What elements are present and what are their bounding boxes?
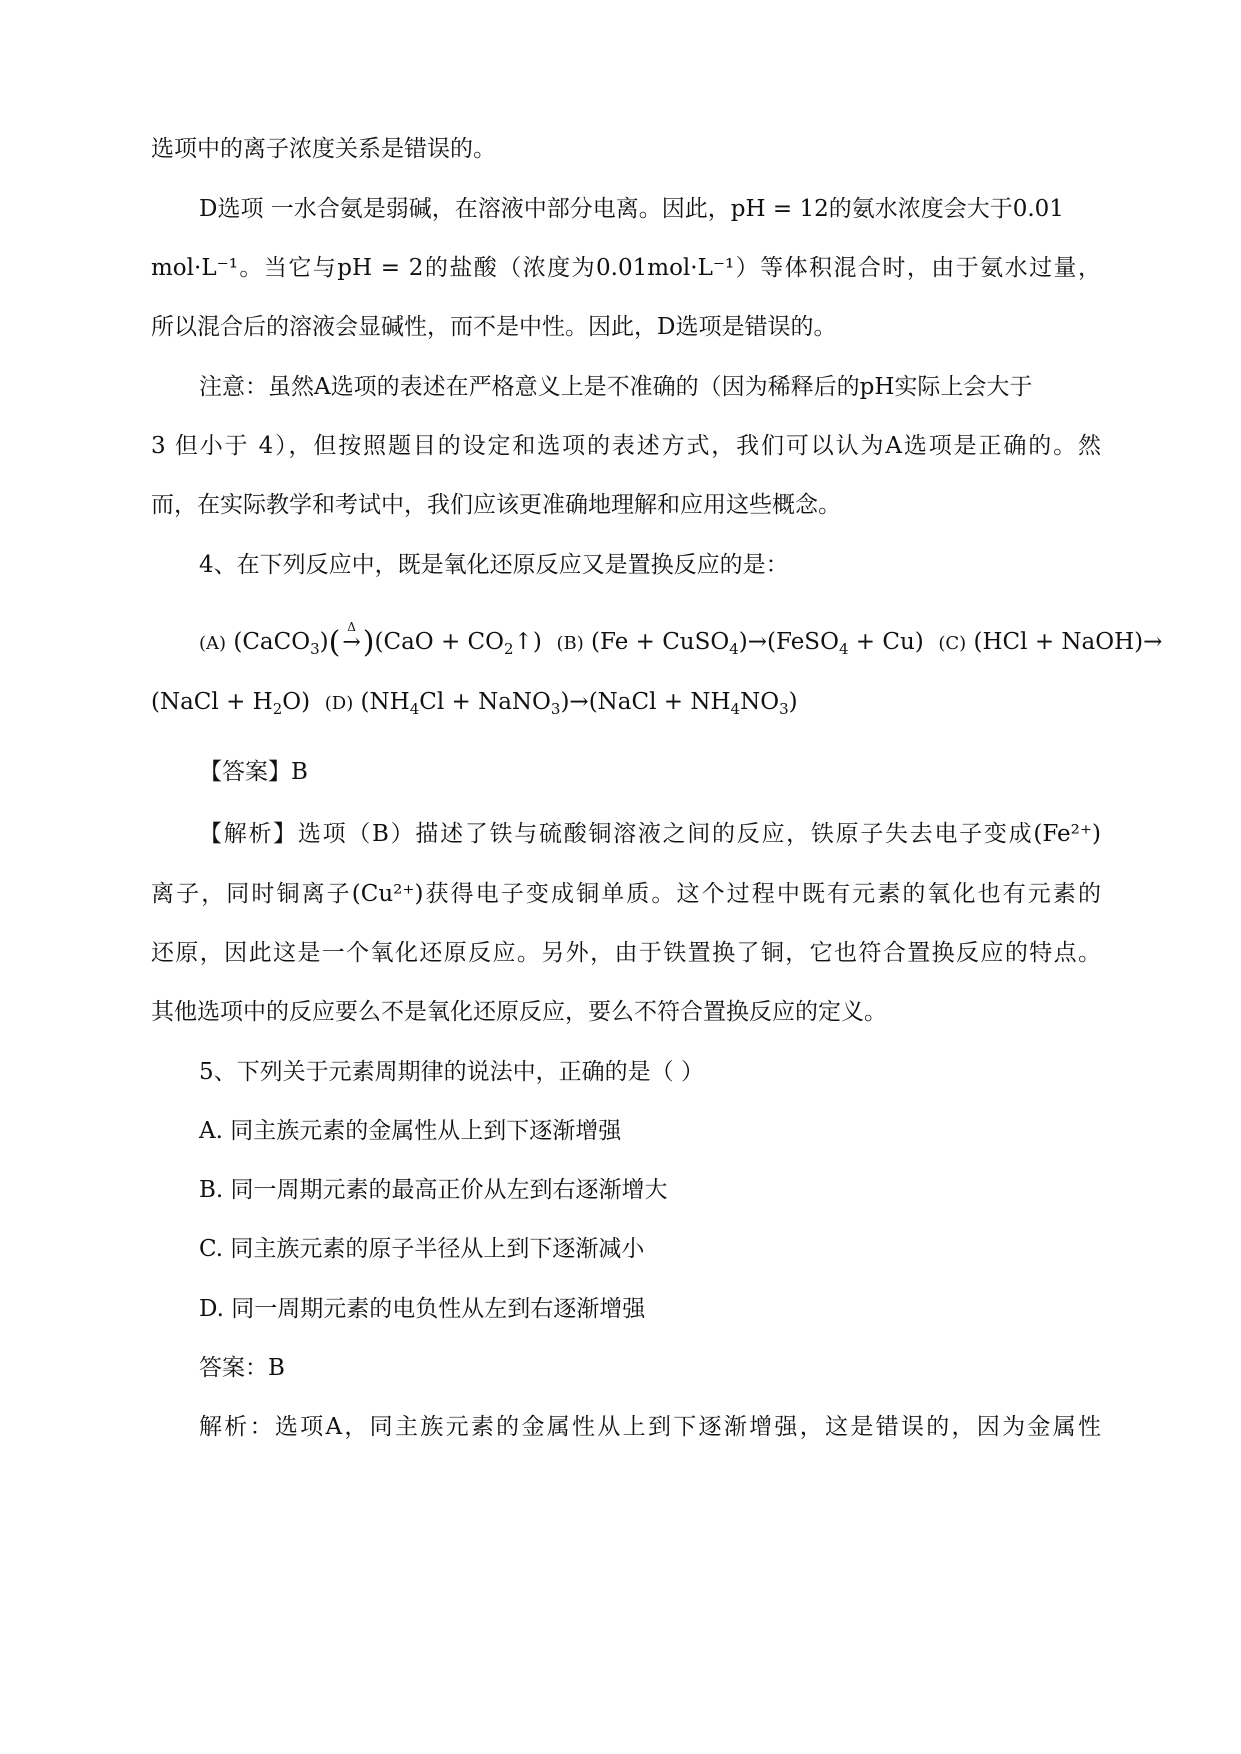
reaction-a-left: (CaCO xyxy=(233,629,311,655)
option-a: A. 同主族元素的金属性从上到下逐渐增强 xyxy=(199,1118,622,1144)
text-line: 所以混合后的溶液会显碱性，而不是中性。因此，D选项是错误的。 xyxy=(151,314,837,340)
subscript: 4 xyxy=(409,700,420,718)
option-b: B. 同一周期元素的最高正价从左到右逐渐增大 xyxy=(199,1177,668,1203)
text-line: 【解析】选项（B）描述了铁与硫酸铜溶液之间的反应，铁原子失去电子变成(Fe²⁺) xyxy=(199,821,1101,847)
reaction-d-c: )→(NaCl + NH xyxy=(560,689,731,715)
text-line: 其他选项中的反应要么不是氧化还原反应，要么不符合置换反应的定义。 xyxy=(151,999,887,1025)
text-line: 而，在实际教学和考试中，我们应该更准确地理解和应用这些概念。 xyxy=(151,492,841,518)
subscript: 4 xyxy=(838,640,849,658)
reaction-b-mid: )→(FeSO xyxy=(738,629,839,655)
reaction-d-b: Cl + NaNO xyxy=(419,689,551,715)
subscript: 4 xyxy=(729,640,739,658)
text-segment: D选项 一水合氨是弱碱，在溶液中部分电离。因此， xyxy=(199,196,731,222)
subscript: 2 xyxy=(504,640,514,658)
answer-4: 【答案】B xyxy=(199,759,308,785)
reaction-a-right: (CaO + CO xyxy=(374,629,505,655)
text-segment: pH = 12的氨水浓度会大于0.01 xyxy=(730,196,1064,222)
reaction-d-e: ) xyxy=(788,689,798,715)
heat-arrow xyxy=(340,621,362,665)
option-c: C. 同主族元素的原子半径从上到下逐渐减小 xyxy=(199,1236,645,1262)
reaction-c-tail-b: O) xyxy=(282,689,311,715)
text-line: 还原，因此这是一个氧化还原反应。另外，由于铁置换了铜，它也符合置换反应的特点。 xyxy=(151,940,1101,966)
reaction-line xyxy=(151,680,1101,724)
text-line: 选项中的离子浓度关系是错误的。 xyxy=(151,136,496,162)
subscript: 4 xyxy=(730,700,741,718)
subscript: 3 xyxy=(550,700,561,718)
reaction-c: (HCl + NaOH)→ xyxy=(973,629,1163,655)
text-line: 3 但小于 4），但按照题目的设定和选项的表述方式，我们可以认为A选项是正确的。然 xyxy=(151,433,1101,459)
heat-symbol: Δ xyxy=(347,620,356,634)
answer-5: 答案：B xyxy=(199,1355,285,1381)
option-c-label: (C) xyxy=(938,633,967,654)
arrow: → xyxy=(342,630,361,655)
reaction-b-tail: + Cu) xyxy=(848,629,924,655)
reaction-a-tail: ↑) xyxy=(513,629,542,655)
text-line: 注意：虽然A选项的表述在严格意义上是不准确的（因为稀释后的pH实际上会大于 xyxy=(199,374,1033,400)
option-d-label: (D) xyxy=(324,693,354,714)
option-d: D. 同一周期元素的电负性从左到右逐渐增强 xyxy=(199,1296,646,1322)
text-line: 解析：选项A，同主族元素的金属性从上到下逐渐增强，这是错误的，因为金属性 xyxy=(199,1414,1101,1440)
reaction-b: (Fe + CuSO xyxy=(591,629,730,655)
option-b-label: (B) xyxy=(556,633,584,654)
text-line xyxy=(199,193,1149,227)
text-line: 离子，同时铜离子(Cu²⁺)获得电子变成铜单质。这个过程中既有元素的氧化也有元素的 xyxy=(151,881,1101,907)
question-5: 5、下列关于元素周期律的说法中，正确的是（ ） xyxy=(199,1059,704,1085)
subscript: 3 xyxy=(779,700,789,718)
reaction-line: (A) (CaCO$_3$)( Δ $\to)(CaO + CO_2↑)$ (B) (Fe + CuSO$_4$)→(FeSO$_4$ + Cu) (C) (HCl + NaOH)→ xyxy=(199,620,1149,664)
option-a-label: (A) xyxy=(199,633,227,654)
reaction-c-tail: (NaCl + H xyxy=(151,689,273,715)
subscript: 3 xyxy=(310,640,320,658)
subscript: 2 xyxy=(272,700,283,718)
question-4: 4、在下列反应中，既是氧化还原反应又是置换反应的是： xyxy=(199,552,789,578)
text-line: mol·L⁻¹。当它与pH = 2的盐酸（浓度为0.01mol·L⁻¹）等体积混合时，由于氨水过量， xyxy=(151,255,1101,281)
reaction-d-d: NO xyxy=(740,689,780,715)
reaction-d: (NH xyxy=(360,689,410,715)
